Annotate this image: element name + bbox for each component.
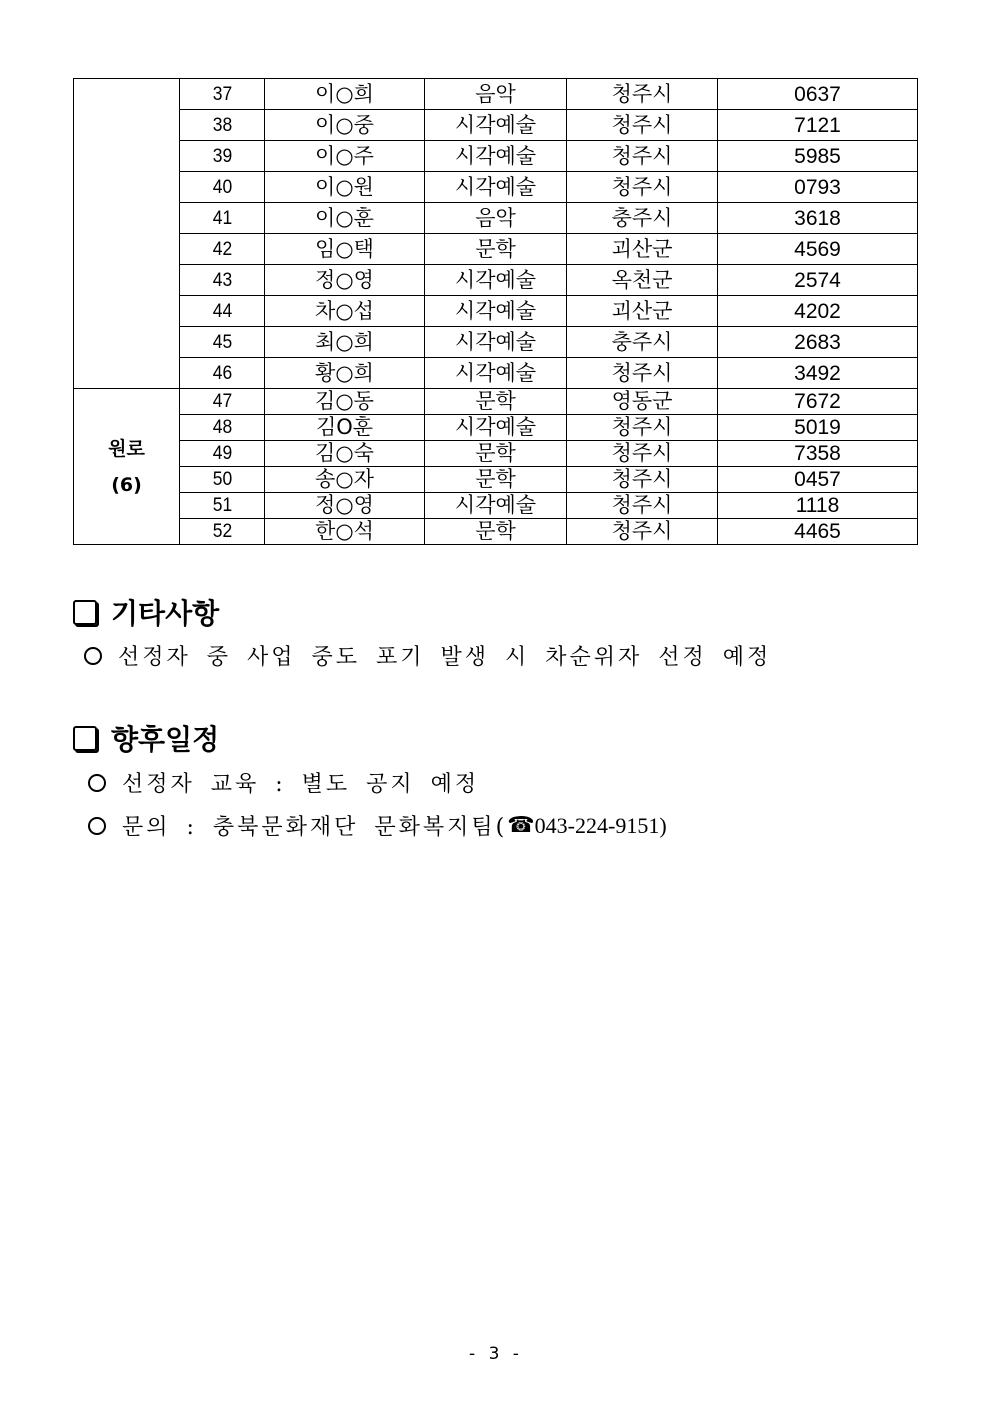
table-row [74,415,918,441]
art-field-cell: 시각예술 [425,358,567,389]
table-row [74,493,918,519]
table-row [74,234,918,265]
art-field-cell: 시각예술 [425,141,567,172]
applicant-name-cell: 김○동 [265,389,425,415]
row-number-cell: 45 [183,327,261,358]
other-item [84,640,771,671]
art-field-cell: 시각예술 [425,110,567,141]
applicant-name-cell: 한○석 [265,519,425,545]
id-code-cell: 5019 [718,415,918,441]
circle-bullet-icon [84,647,102,665]
circle-bullet-icon [88,817,106,835]
schedule-item-text: 선정자 교육 : 별도 공지 예정 [122,772,480,797]
id-code-cell: 3618 [718,203,918,234]
phone-icon: ☎ [507,813,535,838]
art-field-cell: 문학 [425,519,567,545]
art-field-cell: 문학 [425,389,567,415]
art-field-cell: 시각예술 [425,493,567,519]
table-row [74,172,918,203]
art-field-cell: 시각예술 [425,327,567,358]
region-cell: 청주시 [567,141,718,172]
applicant-name-cell: 정○영 [265,265,425,296]
applicant-name-cell: 송○자 [265,467,425,493]
region-cell: 청주시 [567,441,718,467]
table-row [74,141,918,172]
id-code-cell: 7358 [718,441,918,467]
table-row [74,327,918,358]
row-number-cell: 51 [183,493,261,519]
id-code-cell: 0793 [718,172,918,203]
region-cell: 청주시 [567,358,718,389]
section-schedule-title: 향후일정 [111,723,220,756]
section-other-heading [73,592,219,632]
id-code-cell: 0457 [718,467,918,493]
table-row [74,79,918,110]
checkbox-icon [73,726,97,751]
section-schedule-heading [73,718,219,758]
region-cell: 청주시 [567,519,718,545]
id-code-cell: 4569 [718,234,918,265]
applicant-name-cell: 이○원 [265,172,425,203]
section-other-title: 기타사항 [111,597,220,630]
region-cell: 충주시 [567,203,718,234]
row-number-cell: 47 [183,389,261,415]
table-row [74,358,918,389]
row-number-cell: 52 [183,519,261,545]
circle-bullet-icon [88,774,106,792]
group-label-cell [74,389,180,545]
applicant-name-cell: 이○훈 [265,203,425,234]
group-label: 원로 [108,437,145,460]
art-field-cell: 시각예술 [425,415,567,441]
applicant-name-cell: 김O훈 [265,415,425,441]
table-row [74,265,918,296]
schedule-item-education [88,767,479,798]
art-field-cell: 문학 [425,467,567,493]
row-number-cell: 50 [183,467,261,493]
table-row [74,519,918,545]
region-cell: 옥천군 [567,265,718,296]
id-code-cell: 0637 [718,79,918,110]
contact-text: 문의 : 충북문화재단 문화복지팀( [122,815,508,840]
row-number-cell: 49 [183,441,261,467]
table-row [74,203,918,234]
row-number-cell: 41 [183,203,261,234]
row-number-cell: 48 [183,415,261,441]
art-field-cell: 시각예술 [425,172,567,203]
row-number-cell: 46 [183,358,261,389]
applicant-name-cell: 차○섭 [265,296,425,327]
art-field-cell: 음악 [425,203,567,234]
applicant-name-cell: 최○희 [265,327,425,358]
art-field-cell: 문학 [425,234,567,265]
table-row [74,296,918,327]
applicant-name-cell: 황○희 [265,358,425,389]
row-number-cell: 44 [183,296,261,327]
region-cell: 청주시 [567,467,718,493]
id-code-cell: 4202 [718,296,918,327]
row-number-cell: 37 [183,79,261,110]
id-code-cell: 3492 [718,358,918,389]
applicant-name-cell: 김○숙 [265,441,425,467]
region-cell: 청주시 [567,415,718,441]
id-code-cell: 7121 [718,110,918,141]
page-number: - 3 - [469,1344,523,1364]
group-label-cell [74,79,180,389]
group-count: (6) [111,473,142,496]
id-code-cell: 2683 [718,327,918,358]
id-code-cell: 5985 [718,141,918,172]
contact-phone: 043-224-9151) [534,812,667,838]
row-number-cell: 43 [183,265,261,296]
region-cell: 괴산군 [567,296,718,327]
row-number-cell: 42 [183,234,261,265]
schedule-item-contact [88,810,667,841]
region-cell: 청주시 [567,79,718,110]
art-field-cell: 문학 [425,441,567,467]
table-row [74,441,918,467]
applicant-name-cell: 정○영 [265,493,425,519]
other-item-text: 선정자 중 사업 중도 포기 발생 시 차순위자 선정 예정 [118,645,772,670]
applicant-name-cell: 이○주 [265,141,425,172]
row-number-cell: 38 [183,110,261,141]
applicant-name-cell: 이○희 [265,79,425,110]
id-code-cell: 2574 [718,265,918,296]
art-field-cell: 시각예술 [425,265,567,296]
id-code-cell: 7672 [718,389,918,415]
row-number-cell: 39 [183,141,261,172]
region-cell: 괴산군 [567,234,718,265]
checkbox-icon [73,600,97,625]
id-code-cell: 1118 [718,493,918,519]
applicant-name-cell: 임○택 [265,234,425,265]
region-cell: 청주시 [567,493,718,519]
roster-table [73,78,918,545]
region-cell: 청주시 [567,172,718,203]
applicant-name-cell: 이○중 [265,110,425,141]
region-cell: 청주시 [567,110,718,141]
table-row [74,110,918,141]
art-field-cell: 시각예술 [425,296,567,327]
art-field-cell: 음악 [425,79,567,110]
row-number-cell: 40 [183,172,261,203]
id-code-cell: 4465 [718,519,918,545]
region-cell: 영동군 [567,389,718,415]
table-row [74,467,918,493]
region-cell: 충주시 [567,327,718,358]
table-row [74,389,918,415]
